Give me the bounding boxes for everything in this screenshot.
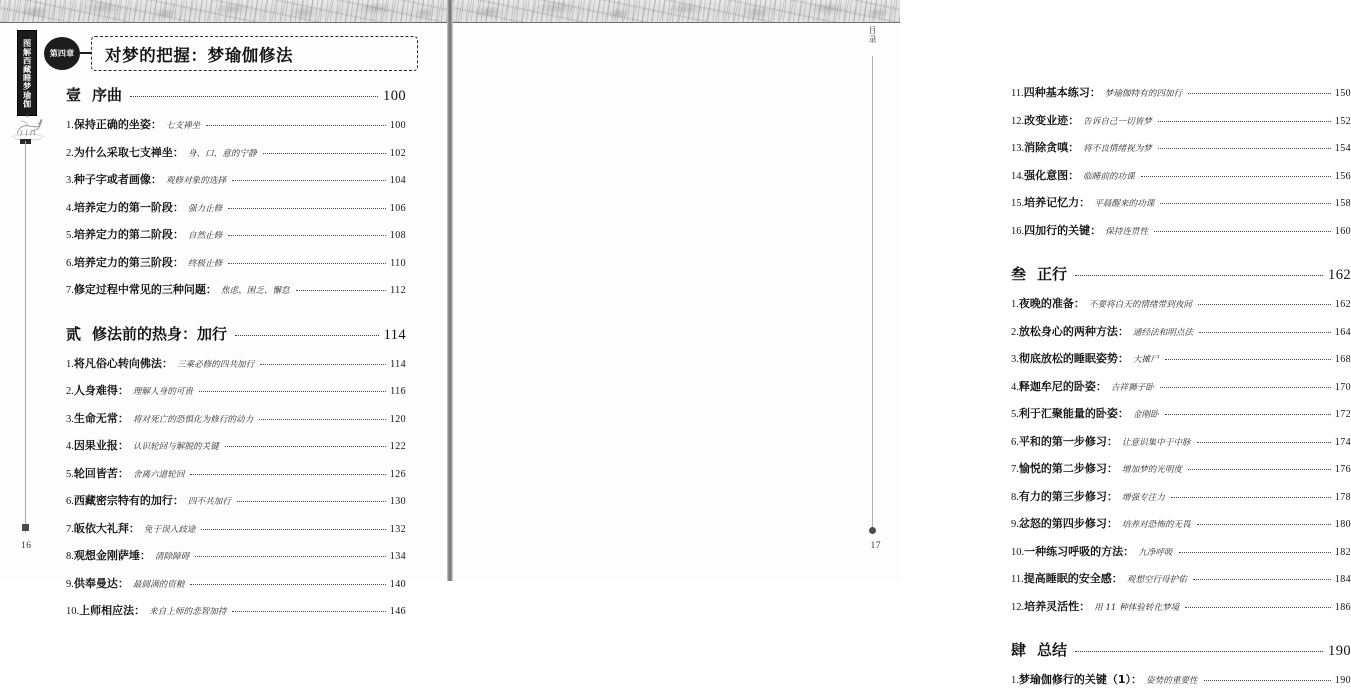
section-name: 总结 bbox=[1037, 641, 1068, 659]
entry-title: 夜晚的准备： bbox=[1018, 297, 1085, 310]
entry-title: 平和的第一步修习： bbox=[1018, 434, 1118, 448]
toc-entry[interactable] bbox=[66, 355, 406, 371]
entry-page: 104 bbox=[389, 175, 406, 186]
entry-page: 150 bbox=[1334, 88, 1351, 99]
entry-subtitle: 让意识集中于中脉 bbox=[1121, 437, 1191, 448]
toc-right-column bbox=[1011, 84, 1351, 699]
leader-dots bbox=[228, 263, 386, 264]
entry-index: 6. bbox=[66, 496, 74, 507]
section-spacer bbox=[1011, 249, 1351, 263]
toc-entry[interactable] bbox=[1011, 112, 1351, 128]
section-number: 贰 bbox=[66, 324, 82, 343]
entry-title: 愉悦的第二步修习： bbox=[1018, 462, 1118, 475]
entry-page: 156 bbox=[1334, 170, 1351, 182]
toc-entry[interactable] bbox=[1011, 515, 1351, 531]
right-margin-rule bbox=[872, 56, 873, 530]
page-title: 对梦的把握：梦瑜伽修法 bbox=[105, 45, 294, 65]
leader-dots bbox=[237, 501, 386, 502]
entry-title: 种子字或者画像： bbox=[73, 173, 162, 186]
leader-dots bbox=[1193, 579, 1331, 580]
toc-entry[interactable] bbox=[66, 382, 406, 398]
entry-title: 放松身心的两种方法： bbox=[1018, 324, 1129, 338]
entry-subtitle: 四不共加行 bbox=[187, 497, 231, 507]
toc-entry[interactable] bbox=[1011, 671, 1351, 687]
entry-subtitle: 临睡前的功课 bbox=[1083, 171, 1135, 182]
entry-page: 170 bbox=[1334, 381, 1351, 393]
entry-page: 140 bbox=[389, 578, 406, 590]
entry-title: 四加行的关键： bbox=[1024, 223, 1102, 237]
entry-index: 2. bbox=[66, 147, 74, 159]
entry-index: 12. bbox=[1011, 601, 1025, 613]
toc-entry[interactable] bbox=[66, 547, 406, 563]
entry-title: 将凡俗心转向佛法： bbox=[73, 356, 173, 370]
entry-title: 彻底放松的睡眠姿势： bbox=[1018, 352, 1129, 365]
entry-index: 7. bbox=[1011, 464, 1019, 475]
entry-index: 11. bbox=[1011, 574, 1024, 585]
toc-entry[interactable] bbox=[66, 575, 406, 591]
entry-page: 132 bbox=[389, 523, 406, 535]
section-page: 100 bbox=[383, 88, 406, 104]
entry-page: 100 bbox=[389, 120, 406, 131]
entry-page: 152 bbox=[1334, 115, 1351, 127]
entry-page: 126 bbox=[389, 468, 406, 480]
leader-dots bbox=[1171, 497, 1331, 498]
entry-index: 5. bbox=[66, 230, 74, 241]
toc-entry[interactable] bbox=[1011, 598, 1351, 614]
section-spacer bbox=[66, 309, 406, 323]
entry-subtitle: 九净呼吸 bbox=[1138, 547, 1173, 558]
entry-index: 5. bbox=[1011, 409, 1019, 420]
entry-index: 3. bbox=[66, 175, 74, 186]
side-tab-label: 图解西藏睡梦瑜伽 bbox=[22, 38, 33, 108]
entry-title: 保持正确的坐姿： bbox=[73, 118, 162, 131]
toc-entry[interactable] bbox=[1011, 543, 1351, 559]
leader-dots bbox=[199, 391, 386, 392]
leader-dots bbox=[259, 419, 386, 420]
side-tab-book-title bbox=[17, 30, 37, 116]
entry-subtitle: 最圆满的资粮 bbox=[132, 579, 185, 590]
toc-entry[interactable] bbox=[66, 226, 406, 242]
entry-subtitle: 姿势的重要性 bbox=[1146, 676, 1198, 686]
entry-page: 180 bbox=[1334, 519, 1351, 530]
entry-subtitle: 观修对象的选择 bbox=[165, 176, 227, 186]
entry-subtitle: 增强专注力 bbox=[1121, 492, 1165, 503]
entry-index: 14. bbox=[1011, 170, 1025, 182]
entry-title: 人身难得： bbox=[73, 384, 129, 397]
entry-title: 观想金刚萨埵： bbox=[73, 549, 151, 562]
running-head-contents: 目录 bbox=[868, 26, 877, 44]
leader-dots bbox=[195, 556, 386, 557]
toc-entry[interactable] bbox=[66, 281, 406, 297]
section-name: 序曲 bbox=[92, 86, 123, 104]
toc-entry[interactable] bbox=[1011, 295, 1351, 311]
toc-entry[interactable] bbox=[1011, 222, 1351, 238]
entry-page: 154 bbox=[1334, 143, 1351, 154]
entry-page: 174 bbox=[1334, 436, 1351, 448]
entry-title: 培养灵活性： bbox=[1024, 599, 1091, 613]
toc-entry[interactable] bbox=[1011, 570, 1351, 586]
leader-dots bbox=[1185, 607, 1331, 608]
entry-title: 忿怒的第四步修习： bbox=[1018, 517, 1118, 530]
leader-dots bbox=[1179, 552, 1331, 553]
toc-entry[interactable] bbox=[1011, 350, 1351, 366]
entry-subtitle: 增加梦的光明度 bbox=[1121, 465, 1183, 475]
section-spacer bbox=[1011, 625, 1351, 639]
entry-index: 4. bbox=[66, 441, 74, 452]
right-page-marker bbox=[869, 527, 876, 534]
left-margin-rule bbox=[25, 141, 26, 533]
entry-page: 116 bbox=[390, 386, 406, 397]
horse-illustration-icon bbox=[10, 112, 46, 142]
leader-dots bbox=[228, 235, 386, 236]
leader-dots bbox=[1165, 414, 1331, 415]
entry-title: 梦瑜伽修行的关键（1）： bbox=[1018, 673, 1143, 686]
toc-entry[interactable] bbox=[1011, 323, 1351, 339]
entry-page: 160 bbox=[1334, 225, 1351, 237]
toc-entry[interactable] bbox=[1011, 433, 1351, 449]
entry-subtitle: 不要将白天的情绪带到夜间 bbox=[1088, 300, 1193, 310]
entry-index: 5. bbox=[66, 468, 74, 480]
entry-page: 158 bbox=[1334, 198, 1351, 209]
leader-dots bbox=[130, 96, 378, 97]
entry-subtitle: 观想空行母护佑 bbox=[1126, 575, 1187, 585]
leader-dots bbox=[1197, 524, 1331, 525]
entry-index: 7. bbox=[66, 523, 74, 535]
toc-entry[interactable] bbox=[1011, 378, 1351, 394]
decorative-top-border-left bbox=[0, 0, 447, 23]
entry-title: 消除贪嗔： bbox=[1024, 141, 1080, 154]
toc-entry[interactable] bbox=[66, 199, 406, 215]
entry-title: 培养定力的第一阶段： bbox=[73, 200, 184, 214]
entry-subtitle: 三乘必修的四共加行 bbox=[176, 359, 255, 370]
entry-page: 178 bbox=[1334, 491, 1351, 503]
leader-dots bbox=[190, 584, 385, 585]
entry-index: 6. bbox=[66, 257, 74, 269]
entry-title: 培养记忆力： bbox=[1024, 196, 1091, 209]
entry-page: 184 bbox=[1334, 574, 1351, 585]
entry-index: 16. bbox=[1011, 225, 1025, 237]
leader-dots bbox=[1188, 469, 1331, 470]
entry-index: 1. bbox=[66, 120, 74, 131]
entry-title: 培养定力的第二阶段： bbox=[73, 228, 184, 241]
entry-title: 提高睡眠的安全感： bbox=[1023, 572, 1123, 585]
section-name: 修法前的热身：加行 bbox=[92, 324, 228, 343]
left-page-number: 16 bbox=[21, 541, 32, 551]
entry-page: 186 bbox=[1334, 601, 1351, 613]
entry-page: 190 bbox=[1334, 675, 1351, 686]
entry-subtitle: 平晨醒来的功课 bbox=[1094, 199, 1155, 209]
entry-subtitle: 吉祥狮子卧 bbox=[1110, 382, 1154, 393]
toc-entry[interactable] bbox=[66, 144, 406, 160]
leader-dots bbox=[1188, 93, 1331, 94]
toc-entry[interactable] bbox=[1011, 460, 1351, 476]
entry-page: 164 bbox=[1334, 326, 1351, 338]
entry-index: 15. bbox=[1011, 198, 1025, 209]
entry-subtitle: 金刚卧 bbox=[1132, 410, 1159, 420]
toc-entry[interactable] bbox=[1011, 139, 1351, 155]
entry-title: 释迦牟尼的卧姿： bbox=[1018, 379, 1107, 393]
entry-subtitle: 告诉自己一切皆梦 bbox=[1083, 116, 1152, 127]
right-page-number: 17 bbox=[870, 541, 881, 551]
toc-entry[interactable] bbox=[1011, 488, 1351, 504]
toc-entry[interactable] bbox=[66, 465, 406, 481]
entry-title: 强化意图： bbox=[1024, 168, 1080, 182]
entry-index: 10. bbox=[1011, 546, 1025, 558]
leader-dots bbox=[1198, 304, 1331, 305]
toc-entry[interactable] bbox=[1011, 405, 1351, 421]
entry-subtitle: 终极止修 bbox=[187, 258, 223, 269]
entry-title: 利于汇聚能量的卧姿： bbox=[1018, 407, 1129, 420]
entry-page: 176 bbox=[1334, 464, 1351, 475]
entry-title: 修定过程中常见的三种问题： bbox=[73, 283, 217, 296]
toc-entry[interactable] bbox=[66, 410, 406, 426]
entry-index: 13. bbox=[1011, 143, 1025, 154]
entry-index: 4. bbox=[1011, 381, 1019, 393]
section-page: 162 bbox=[1328, 267, 1351, 283]
entry-page: 130 bbox=[389, 496, 406, 507]
leader-dots bbox=[190, 474, 385, 475]
entry-page: 114 bbox=[390, 358, 406, 370]
toc-section-heading[interactable] bbox=[66, 84, 406, 105]
entry-title: 改变业迹： bbox=[1024, 113, 1080, 127]
toc-left-column bbox=[66, 84, 406, 630]
left-page-marker bbox=[22, 524, 29, 531]
entry-subtitle: 清除障碍 bbox=[154, 552, 190, 562]
entry-subtitle: 大摊尸 bbox=[1132, 355, 1159, 365]
entry-subtitle: 来自上师的悲智加持 bbox=[149, 607, 227, 617]
leader-dots bbox=[1075, 651, 1323, 652]
entry-title: 轮回皆苦： bbox=[73, 466, 129, 480]
entry-index: 1. bbox=[1011, 299, 1019, 310]
leader-dots bbox=[1197, 442, 1331, 443]
leader-dots bbox=[1160, 203, 1331, 204]
entry-index: 8. bbox=[66, 551, 74, 562]
entry-subtitle: 认识轮回与解脱的关键 bbox=[132, 442, 219, 452]
toc-section-heading[interactable] bbox=[1011, 639, 1351, 660]
entry-subtitle: 强力止修 bbox=[187, 203, 223, 214]
left-page bbox=[0, 0, 447, 617]
section-page: 190 bbox=[1328, 643, 1351, 659]
toc-entry[interactable] bbox=[66, 171, 406, 187]
section-number: 壹 bbox=[66, 86, 82, 104]
entry-index: 7. bbox=[66, 285, 74, 296]
chapter-header bbox=[44, 36, 416, 70]
leader-dots bbox=[228, 208, 386, 209]
leader-dots bbox=[201, 529, 385, 530]
entry-title: 上师相应法： bbox=[79, 604, 146, 617]
entry-index: 6. bbox=[1011, 436, 1019, 448]
entry-title: 有力的第三步修习： bbox=[1018, 489, 1118, 503]
entry-subtitle: 焦虑、困乏、懈怠 bbox=[220, 286, 290, 296]
leader-dots bbox=[1075, 275, 1323, 276]
entry-page: 168 bbox=[1334, 354, 1351, 365]
leader-dots bbox=[206, 125, 386, 126]
entry-subtitle: 七支禅坐 bbox=[165, 121, 201, 131]
section-name: 正行 bbox=[1037, 265, 1068, 283]
entry-page: 120 bbox=[389, 413, 406, 425]
leader-dots bbox=[1165, 359, 1331, 360]
entry-title: 供奉曼达： bbox=[73, 576, 129, 590]
entry-page: 108 bbox=[389, 230, 406, 241]
entry-subtitle: 自然止修 bbox=[187, 231, 223, 241]
entry-title: 培养定力的第三阶段： bbox=[73, 255, 184, 269]
entry-title: 为什么采取七支禅坐： bbox=[73, 145, 184, 159]
entry-index: 10. bbox=[66, 606, 80, 617]
entry-page: 134 bbox=[389, 551, 406, 562]
chapter-badge-label: 第四章 bbox=[49, 49, 75, 58]
entry-page: 146 bbox=[389, 606, 406, 617]
entry-page: 182 bbox=[1334, 546, 1351, 558]
entry-title: 四种基本练习： bbox=[1023, 86, 1101, 99]
entry-page: 162 bbox=[1334, 299, 1351, 310]
toc-entry[interactable] bbox=[66, 520, 406, 536]
leader-dots bbox=[1199, 332, 1331, 333]
entry-subtitle: 理解人身的可贵 bbox=[132, 387, 194, 397]
right-page bbox=[453, 0, 1351, 686]
section-number: 肆 bbox=[1011, 641, 1027, 659]
leader-dots bbox=[296, 290, 387, 291]
toc-entry[interactable] bbox=[66, 437, 406, 453]
entry-subtitle: 将对死亡的恐惧化为修行的动力 bbox=[132, 414, 254, 425]
leader-dots bbox=[1158, 148, 1331, 149]
entry-page: 172 bbox=[1334, 409, 1351, 420]
entry-index: 9. bbox=[1011, 519, 1019, 530]
entry-subtitle: 舍离六道轮回 bbox=[132, 469, 185, 480]
entry-subtitle: 培养对恐怖的无畏 bbox=[1121, 520, 1191, 530]
leader-dots bbox=[1160, 387, 1331, 388]
chapter-connector-dash bbox=[80, 52, 91, 54]
section-number: 叁 bbox=[1011, 265, 1027, 283]
entry-title: 一种练习呼吸的方法： bbox=[1024, 544, 1135, 558]
toc-section-heading[interactable] bbox=[66, 323, 406, 344]
entry-subtitle: 免于误入歧途 bbox=[143, 524, 196, 535]
leader-dots bbox=[1158, 121, 1331, 122]
entry-index: 1. bbox=[66, 358, 74, 370]
entry-page: 122 bbox=[389, 441, 406, 452]
entry-page: 102 bbox=[389, 147, 406, 159]
entry-index: 2. bbox=[66, 386, 74, 397]
entry-title: 因果业报： bbox=[73, 439, 129, 452]
leader-dots bbox=[260, 364, 386, 365]
toc-section-heading[interactable] bbox=[1011, 263, 1351, 284]
entry-index: 3. bbox=[1011, 354, 1019, 365]
entry-subtitle: 保持连贯性 bbox=[1105, 226, 1149, 237]
leader-dots bbox=[232, 180, 386, 181]
leader-dots bbox=[263, 153, 386, 154]
chapter-title-box bbox=[91, 36, 418, 71]
entry-subtitle: 身、口、意的宁静 bbox=[187, 148, 257, 159]
entry-title: 西藏密宗特有的加行： bbox=[73, 494, 184, 507]
entry-subtitle: 用 11 种体验转化梦境 bbox=[1094, 602, 1180, 613]
entry-subtitle: 将不良情绪视为梦 bbox=[1083, 144, 1152, 154]
leader-dots bbox=[232, 611, 385, 612]
toc-entry[interactable] bbox=[1011, 84, 1351, 100]
entry-index: 8. bbox=[1011, 491, 1019, 503]
section-page: 114 bbox=[383, 326, 406, 343]
toc-entry[interactable] bbox=[66, 492, 406, 508]
toc-entry[interactable] bbox=[1011, 194, 1351, 210]
entry-page: 112 bbox=[390, 285, 406, 296]
leader-dots bbox=[1154, 231, 1331, 232]
entry-title: 生命无常： bbox=[73, 411, 129, 425]
entry-index: 12. bbox=[1011, 115, 1025, 127]
entry-index: 2. bbox=[1011, 326, 1019, 338]
toc-entry[interactable] bbox=[66, 116, 406, 132]
leader-dots bbox=[235, 335, 379, 336]
entry-index: 1. bbox=[1011, 675, 1019, 686]
entry-index: 9. bbox=[66, 578, 74, 590]
chapter-badge bbox=[44, 37, 80, 70]
entry-title: 皈依大礼拜： bbox=[73, 521, 140, 535]
entry-index: 11. bbox=[1011, 88, 1024, 99]
entry-page: 110 bbox=[390, 257, 406, 269]
entry-page: 106 bbox=[389, 202, 406, 214]
leader-dots bbox=[1204, 680, 1331, 681]
toc-entry[interactable] bbox=[1011, 167, 1351, 183]
entry-subtitle: 通经法和明点法 bbox=[1132, 327, 1194, 338]
toc-entry[interactable] bbox=[66, 254, 406, 270]
entry-index: 4. bbox=[66, 202, 74, 214]
decorative-top-border-right bbox=[453, 0, 900, 23]
entry-index: 3. bbox=[66, 413, 74, 425]
leader-dots bbox=[1141, 176, 1331, 177]
leader-dots bbox=[225, 446, 386, 447]
toc-entry[interactable] bbox=[66, 602, 406, 618]
entry-subtitle: 梦瑜伽特有的四加行 bbox=[1104, 89, 1183, 99]
